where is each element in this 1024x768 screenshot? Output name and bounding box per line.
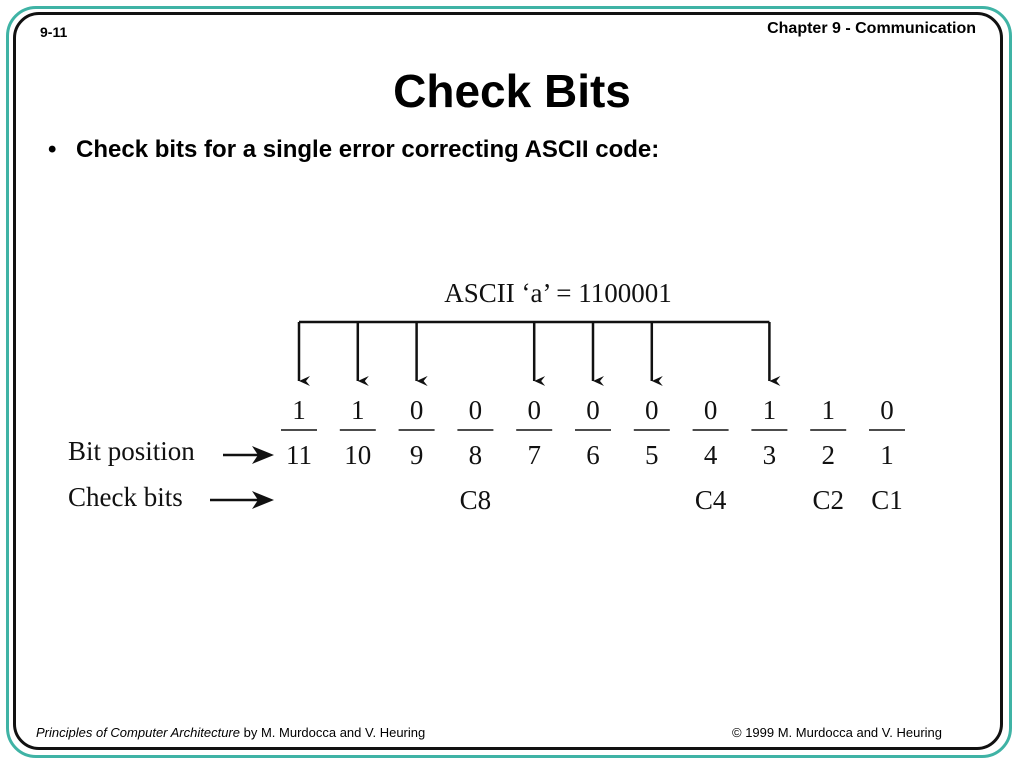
bit-value: 1 xyxy=(351,395,365,425)
bit-position-number: 11 xyxy=(286,440,312,470)
chapter-title: Chapter 9 - Communication xyxy=(767,20,976,37)
check-bit-label: C4 xyxy=(694,485,727,515)
footer-copyright: © 1999 M. Murdocca and V. Heuring xyxy=(732,725,942,740)
bit-value: 1 xyxy=(762,395,777,425)
bit-position-number: 10 xyxy=(344,440,372,470)
bit-value: 0 xyxy=(880,395,894,425)
bit-cell xyxy=(340,395,376,470)
bit-position-number: 9 xyxy=(409,440,424,470)
bit-cell xyxy=(399,395,435,470)
bit-position-number: 7 xyxy=(527,440,541,470)
bit-value: 0 xyxy=(468,395,483,425)
slide-number: 9-11 xyxy=(40,24,68,40)
footer-book-credit xyxy=(36,725,425,740)
bit-position-arrow-icon xyxy=(223,446,274,464)
bit-value: 0 xyxy=(586,395,600,425)
slide-title: Check Bits xyxy=(393,65,631,117)
bit-position-number: 1 xyxy=(880,440,894,470)
check-bits-arrow-icon xyxy=(210,491,274,509)
bit-cell xyxy=(457,395,493,515)
bit-cell xyxy=(869,395,905,515)
footer-authors: by M. Murdocca and V. Heuring xyxy=(240,725,426,740)
bit-position-number: 4 xyxy=(703,440,718,470)
bit-cells xyxy=(281,395,905,515)
bit-value: 0 xyxy=(645,395,659,425)
bit-position-number: 3 xyxy=(762,440,777,470)
bit-value: 1 xyxy=(821,395,835,425)
bit-position-number: 6 xyxy=(586,440,600,470)
bit-value: 0 xyxy=(703,395,718,425)
ascii-label: ASCII ‘a’ = 1100001 xyxy=(444,278,672,308)
bit-cell xyxy=(810,395,846,515)
bit-position-number: 5 xyxy=(645,440,659,470)
bit-position-number: 8 xyxy=(468,440,483,470)
check-bit-label: C8 xyxy=(459,485,492,515)
bit-position-label: Bit position xyxy=(68,436,195,466)
check-bit-label: C1 xyxy=(871,485,903,515)
bit-cell xyxy=(516,395,552,470)
bit-position-number: 2 xyxy=(821,440,835,470)
footer-book-title: Principles of Computer Architecture xyxy=(36,725,240,740)
bit-cell xyxy=(575,395,611,470)
bullet-text: Check bits for a single error correcting ASCII code: xyxy=(76,136,660,163)
bullet-dot-icon: • xyxy=(48,136,57,163)
bit-value: 0 xyxy=(409,395,424,425)
check-bit-label: C2 xyxy=(812,485,844,515)
bit-value: 0 xyxy=(527,395,541,425)
check-bits-label: Check bits xyxy=(68,482,183,512)
bit-cell xyxy=(751,395,787,470)
bit-cell xyxy=(634,395,670,470)
bit-value: 1 xyxy=(292,395,306,425)
bit-cell xyxy=(693,395,729,515)
data-bits-bracket xyxy=(299,322,769,381)
bit-cell xyxy=(281,395,317,470)
